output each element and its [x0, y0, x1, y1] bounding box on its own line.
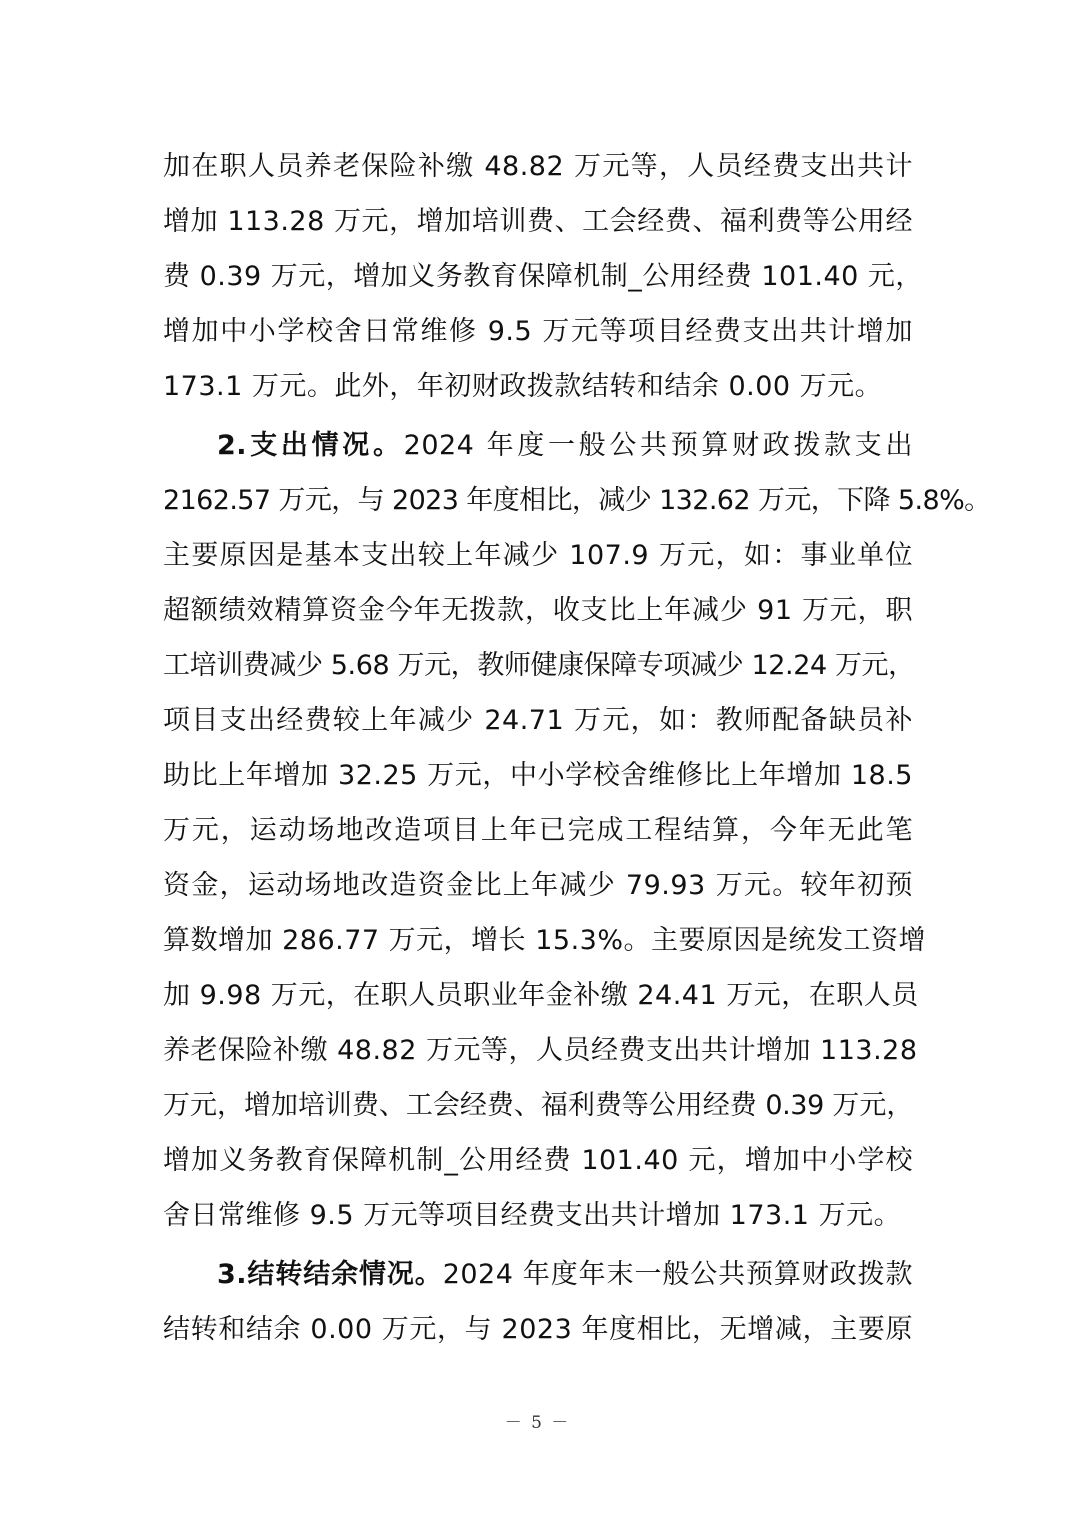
text-line: 增加中小学校舍日常维修 9.5 万元等项目经费支出共计增加 [163, 316, 913, 347]
body-text [163, 139, 991, 1357]
text-line: 算数增加 286.77 万元，增长 15.3%。主要原因是统发工资增 [163, 925, 926, 956]
text-line: 助比上年增加 32.25 万元，中小学校舍维修比上年增加 18.5 [163, 760, 913, 791]
paragraph-carryover [163, 1247, 913, 1357]
text-line: 结转和结余 0.00 万元，与 2023 年度相比，无增减，主要原 [163, 1314, 913, 1345]
section-heading-carryover: 3.结转结余情况。 [217, 1259, 443, 1290]
text-line: 增加 113.28 万元，增加培训费、工会经费、福利费等公用经 [163, 206, 913, 237]
text-line: 费 0.39 万元，增加义务教育保障机制_公用经费 101.40 元， [163, 261, 923, 292]
section-heading-expenditure: 2.支出情况。 [217, 430, 404, 461]
paragraph-income-continuation [163, 139, 923, 414]
text-line: 173.1 万元。此外，年初财政拨款结转和结余 0.00 万元。 [163, 371, 883, 402]
text-line: 养老保险补缴 48.82 万元等，人员经费支出共计增加 113.28 [163, 1035, 918, 1066]
text-line: 主要原因是基本支出较上年减少 107.9 万元，如：事业单位 [163, 540, 913, 571]
text-line: 加 9.98 万元，在职人员职业年金补缴 24.41 万元，在职人员 [163, 980, 919, 1011]
text-line [163, 1247, 913, 1302]
text-line: 增加义务教育保障机制_公用经费 101.40 元，增加中小学校 [163, 1145, 913, 1176]
text-line: 2162.57 万元，与 2023 年度相比，减少 132.62 万元，下降 5.8%。 [163, 485, 991, 516]
text-line: 万元，运动场地改造项目上年已完成工程结算，今年无此笔 [163, 815, 913, 846]
text-line: 万元，增加培训费、工会经费、福利费等公用经费 0.39 万元， [163, 1090, 913, 1121]
text-line: 资金，运动场地改造资金比上年减少 79.93 万元。较年初预 [163, 870, 913, 901]
heading-line-text: 2024 年度年末一般公共预算财政拨款 [442, 1259, 914, 1290]
text-line: 加在职人员养老保险补缴 48.82 万元等，人员经费支出共计 [163, 151, 913, 182]
text-line [163, 418, 913, 473]
text-line: 超额绩效精算资金今年无拨款，收支比上年减少 91 万元，职 [163, 595, 913, 626]
text-line: 项目支出经费较上年减少 24.71 万元，如：教师配备缺员补 [163, 705, 913, 736]
text-line: 工培训费减少 5.68 万元，教师健康保障专项减少 12.24 万元， [163, 650, 915, 681]
text-line: 舍日常维修 9.5 万元等项目经费支出共计增加 173.1 万元。 [163, 1200, 902, 1231]
page-number: － 5 － [504, 1413, 571, 1433]
heading-line-text: 2024 年度一般公共预算财政拨款支出 [403, 430, 913, 461]
paragraph-expenditure [163, 418, 991, 1243]
